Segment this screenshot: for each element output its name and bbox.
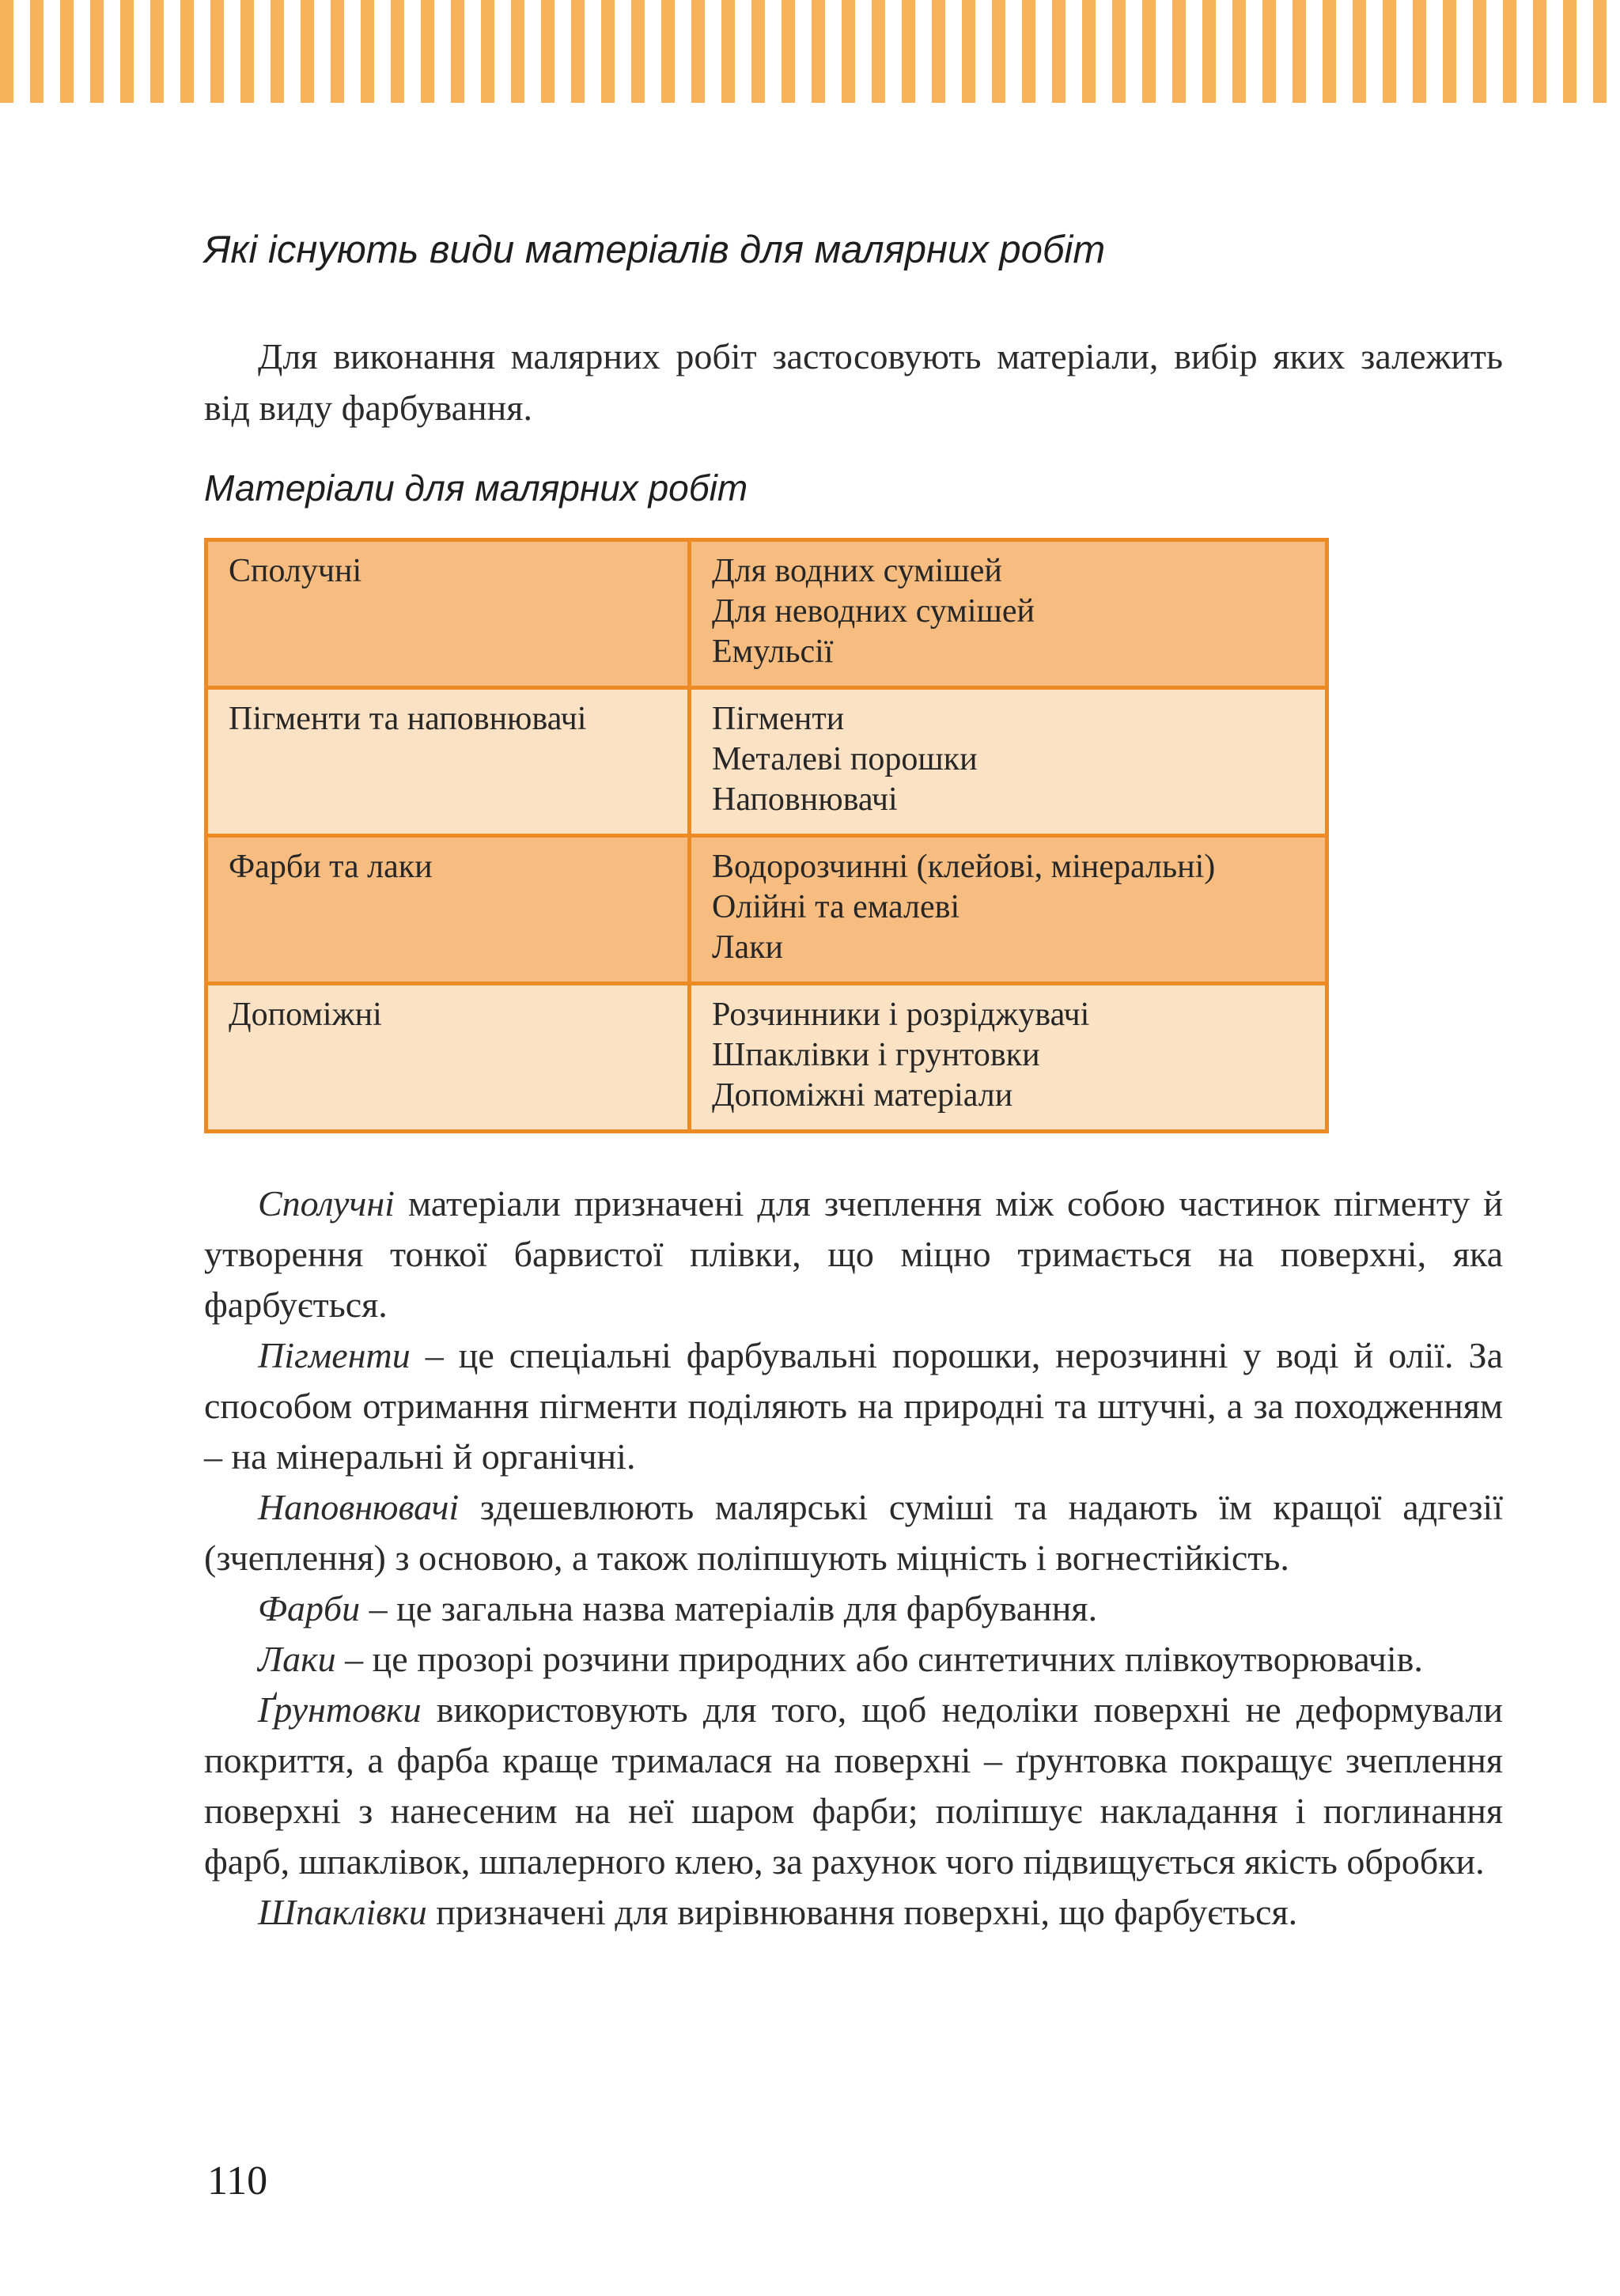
table-row bbox=[206, 984, 1327, 1132]
table-item: Олійні та емалеві bbox=[712, 889, 960, 925]
definition-paragraph bbox=[204, 1685, 1503, 1887]
table-item: Водорозчинні (клейові, мінеральні) bbox=[712, 849, 1216, 885]
table-item: Для водних сумішей bbox=[712, 553, 1002, 589]
table-item: Для неводних сумішей bbox=[712, 593, 1035, 630]
table-items-cell bbox=[690, 540, 1327, 688]
defined-term: Фарби bbox=[258, 1588, 361, 1628]
defined-term: Шпаклівки bbox=[258, 1892, 427, 1932]
page-number: 110 bbox=[207, 2158, 268, 2203]
table-category-cell: Сполучні bbox=[206, 540, 690, 688]
table-category-cell: Пігменти та наповнювачі bbox=[206, 688, 690, 836]
table-category-cell: Допоміжні bbox=[206, 984, 690, 1132]
table-caption: Матеріали для малярних робіт bbox=[204, 467, 748, 509]
definition-paragraph bbox=[204, 1482, 1503, 1583]
definition-paragraph bbox=[204, 1634, 1503, 1685]
defined-term: Лаки bbox=[258, 1639, 336, 1679]
decorative-stripes bbox=[0, 0, 1620, 103]
definition-text: – це прозорі розчини природних або синтетичних плівкоутворювачів. bbox=[335, 1639, 1423, 1679]
table-row bbox=[206, 836, 1327, 984]
table-item: Шпаклівки і грунтовки bbox=[712, 1037, 1040, 1073]
definition-paragraph bbox=[204, 1330, 1503, 1482]
table-category-cell: Фарби та лаки bbox=[206, 836, 690, 984]
table-item: Емульсії bbox=[712, 634, 834, 670]
definition-text: здешевлюють малярські суміші та надають їм кращої адгезії (зчеплення) з основою, а також поліпшують міцність і вогнестійкість. bbox=[204, 1487, 1503, 1578]
body-text bbox=[204, 1178, 1503, 1938]
definition-text: призначені для вирівнювання поверхні, що фарбується. bbox=[426, 1892, 1298, 1932]
definition-paragraph bbox=[204, 1178, 1503, 1330]
table-row bbox=[206, 540, 1327, 688]
table-item: Допоміжні матеріали bbox=[712, 1077, 1013, 1114]
definition-paragraph bbox=[204, 1583, 1503, 1634]
definition-text: використовують для того, щоб недоліки поверхні не деформували покриття, а фарба краще трималася на поверхні – ґрунтовка покращує зчеплення поверхні з нанесеним на неї шаром фарби; поліпшує накладання і поглинання фарб, шпаклівок, шпалерного клею, за рахунок чого підвищується якість обробки. bbox=[204, 1689, 1503, 1882]
table-item: Металеві порошки bbox=[712, 741, 978, 777]
defined-term: Пігменти bbox=[258, 1335, 411, 1375]
definition-text: матеріали призначені для зчеплення між собою частинок пігменту й утворення тонкої барвистої плівки, що міцно тримається на поверхні, яка фарбується. bbox=[204, 1183, 1503, 1325]
table-row bbox=[206, 688, 1327, 836]
intro-paragraph: Для виконання малярних робіт застосовують матеріали, вибір яких залежить від виду фарбування. bbox=[204, 336, 1503, 428]
definition-text: – це загальна назва матеріалів для фарбування. bbox=[360, 1588, 1098, 1628]
materials-table bbox=[204, 538, 1329, 1133]
defined-term: Наповнювачі bbox=[258, 1487, 460, 1527]
table-items-cell bbox=[690, 984, 1327, 1132]
section-heading: Які існують види матеріалів для малярних робіт bbox=[204, 229, 1106, 271]
table-item: Розчинники і розріджувачі bbox=[712, 997, 1090, 1033]
table-item: Наповнювачі bbox=[712, 781, 898, 818]
table-items-cell bbox=[690, 688, 1327, 836]
defined-term: Ґрунтовки bbox=[258, 1689, 422, 1730]
table-item: Лаки bbox=[712, 929, 784, 966]
definition-text: – це спеціальні фарбувальні порошки, нерозчинні у воді й олії. За способом отримання пігменти поділяють на природні та штучні, а за походженням – на мінеральні й органічні. bbox=[204, 1335, 1503, 1477]
defined-term: Сполучні bbox=[258, 1183, 395, 1224]
table-item: Пігменти bbox=[712, 701, 845, 737]
definition-paragraph bbox=[204, 1887, 1503, 1938]
table-items-cell bbox=[690, 836, 1327, 984]
